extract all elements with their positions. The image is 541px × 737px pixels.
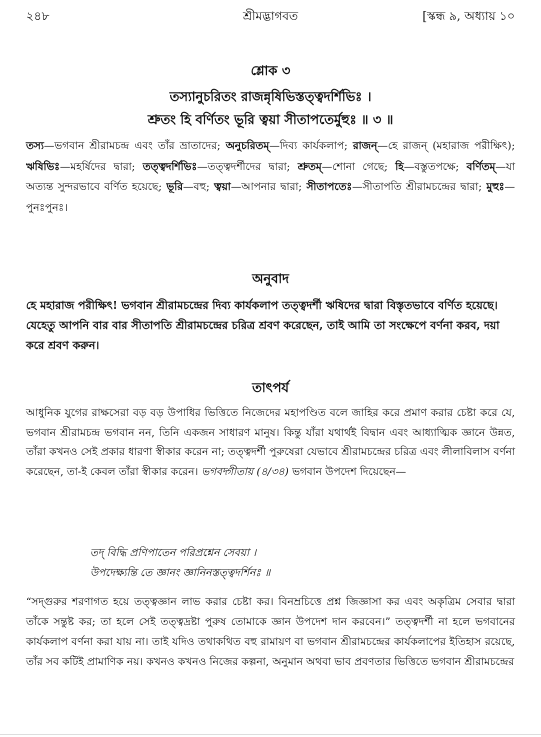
sanskrit-word: অনুচরিতম্ — [225, 140, 270, 152]
word-meaning: —দিব্য কার্যকলাপ; — [269, 140, 353, 152]
verse-line-1: তস্যানুচরিতং রাজন্নৃষিভিস্তত্ত্বদর্শিভিঃ । — [169, 90, 372, 105]
word-meaning: —যা অত্যন্ত সুন্দরভাবে বর্ণিত হয়েছে; — [26, 160, 515, 193]
verse-line-2: শ্রুতং হি বর্ণিতং ভূরি ত্বয়া সীতাপতের্মুহুঃ ॥ ৩ ॥ — [147, 113, 394, 128]
tatparya-paragraph-2: “সদ্গুরুর শরণাগত হয়ে তত্ত্বজ্ঞান লাভ করার চেষ্টা কর। বিনম্রচিত্তে প্রশ্ন জিজ্ঞাসা কর এবং অকৃত্রিম সেবার দ্বারা তাঁকে সন্তুষ্ট কর; তা হলে সেই তত্ত্বদ্রষ্টা পুরুষ তোমাকে জ্ঞান উপদেশ দান করবেন।” তত্ত্বদর্শী না হলে ভগবানের কার্যকলাপ বর্ণনা করা যায় না। তাই যদিও তথাকথিত বহু রামায়ণ বা ভগবান শ্রীরামচন্দ্রের কার্যকলাপের ইতিহাস রয়েছে, তাঁর সব কটিই প্রামাণিক নয়। কখনও কখনও নিজের কল্পনা, অনুমান অথবা ভাব প্রবণতার ভিত্তিতে ভগবান শ্রীরামচন্দ্রের — [26, 596, 515, 668]
page-header — [26, 8, 515, 26]
anuvad-title: অনুবাদ — [252, 272, 289, 287]
shloka-verse — [26, 86, 515, 132]
sanskrit-word: বর্ণিতম্ — [466, 160, 496, 173]
tatparya-p1-tail: ভগবান উপদেশ দিয়েছেন— — [292, 465, 407, 478]
page-bottom-edge — [0, 734, 541, 735]
sanskrit-word: শ্রুতম্ — [297, 160, 322, 173]
sanskrit-word: হি — [395, 160, 404, 173]
sanskrit-word: মুহুঃ — [486, 181, 505, 193]
gita-reference: ভগবদ্গীতায় (৪/৩৪) — [201, 465, 289, 478]
gita-line-1: তদ্ বিদ্ধি প্রণিপাতেন পরিপ্রশ্নেন সেবয়া । — [90, 547, 257, 559]
sanskrit-word: সীতাপতেঃ — [306, 181, 353, 193]
word-meaning: —মহর্ষিদের দ্বারা; — [59, 160, 143, 173]
word-meaning: —তত্ত্বদর্শীদের দ্বারা; — [197, 160, 298, 173]
tatparya-paragraph-1 — [26, 404, 515, 482]
anuvad-text: হে মহারাজ পরীক্ষিৎ! ভগবান শ্রীরামচন্দ্রের দিব্য কার্যকলাপ তত্ত্বদর্শী ঋষিদের দ্বারা বিস্তৃতভাবে বর্ণিত হয়েছে। যেহেতু আপনি বার বার সীতাপতি শ্রীরামচন্দ্রের চরিত্র শ্রবণ করেছেন, তাই আমি তা সংক্ষেপে বর্ণনা করব, দয়া করে শ্রবণ করুন। — [26, 299, 500, 352]
word-meaning: —শোনা গেছে; — [321, 160, 396, 173]
book-title: শ্রীমদ্ভাগবত — [242, 9, 298, 23]
sanskrit-word: রাজন্ — [352, 140, 378, 152]
sanskrit-word: তত্ত্বদর্শিভিঃ — [142, 160, 198, 173]
sanskrit-word: ত্বয়া — [214, 181, 231, 193]
word-meanings — [26, 136, 515, 218]
gita-line-2: উপদেক্ষ্যন্তি তে জ্ঞানং জ্ঞানিনস্তত্ত্বদর্শিনঃ ॥ — [90, 566, 271, 579]
word-meaning: —বহু; — [183, 181, 215, 193]
tatparya-title: তাৎপর্য — [252, 381, 289, 396]
page-number: ২৪৮ — [26, 9, 50, 23]
chapter-reference: [স্কন্ধ ৯, অধ্যায় ১০ — [422, 9, 515, 23]
shloka-title: শ্লোক ৩ — [250, 64, 291, 79]
gita-quote — [90, 544, 511, 583]
sanskrit-word: তস্য — [26, 140, 44, 152]
word-meaning: —সীতাপতি শ্রীরামচন্দ্রের দ্বারা; — [352, 181, 487, 193]
word-meaning: —বস্তুতপক্ষে; — [403, 160, 467, 173]
word-meaning: —পুনঃপুনঃ। — [26, 181, 515, 214]
word-meaning: —ভগবান শ্রীরামচন্দ্র এবং তাঁর ভ্রাতাদের; — [43, 140, 226, 152]
sanskrit-word: ঋষিভিঃ — [26, 160, 60, 173]
tatparya-p1-text: আধুনিক যুগের রাক্ষসেরা বড় বড় উপাধির ভিত্তিতে নিজেদের মহাপণ্ডিত বলে জাহির করে প্রমাণ করার চেষ্টা করে যে, ভগবান শ্রীরামচন্দ্র ভগবান নন, তিনি একজন সাধারণ মানুষ। কিন্তু যাঁরা যথার্থই বিদ্বান এবং আধ্যাত্মিক জ্ঞানে উন্নত, তাঁরা কখনও সেই প্রকার ধারণা স্বীকার করেন না; তত্ত্বদর্শী পুরুষেরা যেভাবে শ্রীরামচন্দ্রের চরিত্র এবং লীলাবিলাস বর্ণনা করেছেন, তা-ই কেবল তাঁরা স্বীকার করেন। — [26, 407, 515, 478]
sanskrit-word: ভূরি — [166, 181, 184, 193]
word-meaning: —হে রাজন্ (মহারাজ পরীক্ষিৎ); — [377, 140, 515, 152]
word-meaning: —আপনার দ্বারা; — [230, 181, 307, 193]
